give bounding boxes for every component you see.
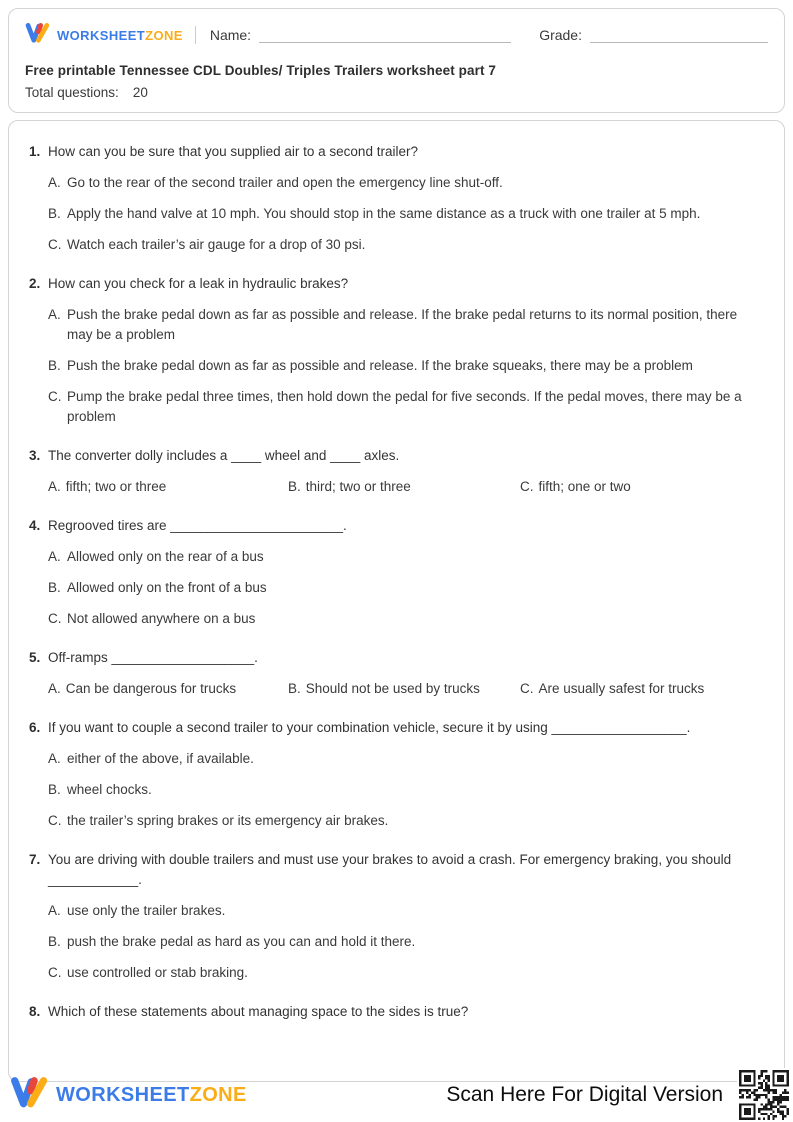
option-text: wheel chocks.	[67, 782, 152, 797]
question	[29, 274, 764, 427]
option	[288, 679, 520, 699]
brand-zone-text: ZONE	[189, 1083, 247, 1106]
question-body	[48, 516, 764, 629]
option-letter: C.	[48, 965, 62, 980]
option	[520, 679, 764, 699]
options-list	[48, 679, 764, 699]
grade-write-line	[590, 27, 768, 43]
question-number: 2.	[29, 276, 41, 291]
option	[520, 477, 764, 497]
option-letter: B.	[288, 681, 301, 696]
question-number: 1.	[29, 144, 41, 159]
option	[48, 356, 764, 376]
option-text: Should not be used by trucks	[305, 681, 480, 696]
question-text: Regrooved tires are _______________________.	[48, 518, 347, 533]
option	[48, 609, 764, 629]
option-letter: A.	[48, 903, 61, 918]
question-body	[48, 274, 764, 427]
page-title: Free printable Tennessee CDL Doubles/ Triples Trailers worksheet part 7	[25, 63, 497, 78]
option-text: Allowed only on the front of a bus	[67, 580, 267, 595]
question	[29, 718, 764, 831]
option-text: either of the above, if available.	[67, 751, 254, 766]
question-text: If you want to couple a second trailer to your combination vehicle, secure it by using __________________.	[48, 720, 691, 735]
option-text: Not allowed anywhere on a bus	[67, 611, 256, 626]
option-letter: B.	[48, 358, 61, 373]
brand-logo	[25, 22, 183, 49]
options-list	[48, 749, 764, 831]
question	[29, 1002, 764, 1022]
grade-label: Grade:	[539, 27, 582, 43]
header-box	[8, 8, 785, 113]
option	[48, 963, 764, 983]
option	[48, 477, 288, 497]
brand-wordmark	[57, 28, 183, 43]
option-letter: C.	[520, 479, 534, 494]
question-number: 7.	[29, 852, 41, 867]
option-text: third; two or three	[305, 479, 411, 494]
option	[48, 749, 764, 769]
brand-w-icon	[25, 22, 51, 49]
option	[48, 204, 764, 224]
option-letter: B.	[48, 934, 61, 949]
option-text: use controlled or stab braking.	[67, 965, 248, 980]
question-text: Which of these statements about managing space to the sides is true?	[48, 1004, 469, 1019]
option	[48, 547, 764, 567]
option-text: the trailer’s spring brakes or its emergency air brakes.	[67, 813, 389, 828]
option-letter: C.	[48, 389, 62, 404]
options-list	[48, 901, 764, 983]
questions-list	[29, 142, 764, 1022]
total-questions-row	[25, 85, 768, 100]
option-letter: B.	[48, 580, 61, 595]
option	[48, 780, 764, 800]
option-text: fifth; one or two	[538, 479, 631, 494]
option-text: Allowed only on the rear of a bus	[67, 549, 264, 564]
option-text: Push the brake pedal down as far as possible and release. If the brake squeaks, there may be a problem	[67, 358, 693, 373]
question-body	[48, 718, 764, 831]
option-text: Pump the brake pedal three times, then hold down the pedal for five seconds. If the pedal moves, there may be a problem	[67, 389, 742, 424]
options-list	[48, 173, 764, 255]
footer	[0, 1076, 793, 1122]
option-letter: A.	[48, 751, 61, 766]
header-row	[25, 22, 768, 48]
brand-w-icon	[10, 1076, 50, 1114]
option-text: fifth; two or three	[65, 479, 167, 494]
question-body	[48, 850, 764, 983]
option-text: Apply the hand valve at 10 mph. You should stop in the same distance as a truck with one trailer at 5 mph.	[67, 206, 701, 221]
option-letter: C.	[48, 611, 62, 626]
question-number: 4.	[29, 518, 41, 533]
question-text: How can you check for a leak in hydraulic brakes?	[48, 276, 349, 291]
option	[48, 305, 764, 345]
option-letter: A.	[48, 307, 61, 322]
option-letter: B.	[48, 206, 61, 221]
question	[29, 850, 764, 983]
options-list	[48, 477, 764, 497]
header-divider	[195, 26, 196, 44]
footer-brand-logo	[10, 1076, 247, 1114]
option-letter: C.	[48, 237, 62, 252]
option-text: Can be dangerous for trucks	[65, 681, 237, 696]
option	[48, 679, 288, 699]
question	[29, 446, 764, 497]
option-text: use only the trailer brakes.	[67, 903, 226, 918]
option-letter: A.	[48, 175, 61, 190]
question-number: 6.	[29, 720, 41, 735]
brand-zone-text: ZONE	[145, 27, 183, 43]
option	[48, 235, 764, 255]
option	[48, 578, 764, 598]
options-list	[48, 547, 764, 629]
option	[48, 173, 764, 193]
option	[48, 811, 764, 831]
total-questions-value: 20	[132, 85, 148, 100]
brand-worksheet-text: WORKSHEET	[57, 27, 146, 43]
question-text: You are driving with double trailers and must use your brakes to avoid a crash. For emergency braking, you should ____________.	[48, 852, 732, 887]
question-number: 5.	[29, 650, 41, 665]
option-text: Are usually safest for trucks	[538, 681, 705, 696]
option-letter: A.	[48, 479, 61, 494]
footer-brand-wordmark	[56, 1084, 247, 1107]
option	[288, 477, 520, 497]
qr-code	[737, 1068, 791, 1122]
question-body	[48, 142, 764, 255]
name-label: Name:	[209, 27, 252, 43]
questions-box	[8, 120, 785, 1082]
option	[48, 932, 764, 952]
question-body	[48, 1002, 764, 1022]
option-letter: A.	[48, 549, 61, 564]
option-letter: B.	[288, 479, 301, 494]
option	[48, 387, 764, 427]
scan-here-text: Scan Here For Digital Version	[446, 1083, 723, 1106]
question-number: 3.	[29, 448, 41, 463]
option-text: Watch each trailer’s air gauge for a drop of 30 psi.	[67, 237, 366, 252]
question-number: 8.	[29, 1004, 41, 1019]
question-text: How can you be sure that you supplied air to a second trailer?	[48, 144, 418, 159]
options-list	[48, 305, 764, 427]
question	[29, 648, 764, 699]
option-letter: B.	[48, 782, 61, 797]
option-letter: C.	[48, 813, 62, 828]
option-letter: A.	[48, 681, 61, 696]
brand-worksheet-text: WORKSHEET	[56, 1083, 190, 1106]
question	[29, 516, 764, 629]
name-write-line	[259, 27, 511, 43]
question	[29, 142, 764, 255]
option-text: Go to the rear of the second trailer and open the emergency line shut-off.	[67, 175, 503, 190]
question-text: Off-ramps ___________________.	[48, 650, 258, 665]
total-questions-label: Total questions:	[25, 85, 119, 100]
option	[48, 901, 764, 921]
option-text: push the brake pedal as hard as you can and hold it there.	[67, 934, 416, 949]
question-text: The converter dolly includes a ____ wheel and ____ axles.	[48, 448, 400, 463]
question-body	[48, 648, 764, 699]
option-letter: C.	[520, 681, 534, 696]
question-body	[48, 446, 764, 497]
option-text: Push the brake pedal down as far as possible and release. If the brake pedal returns to its normal position, there may be a problem	[67, 307, 738, 342]
